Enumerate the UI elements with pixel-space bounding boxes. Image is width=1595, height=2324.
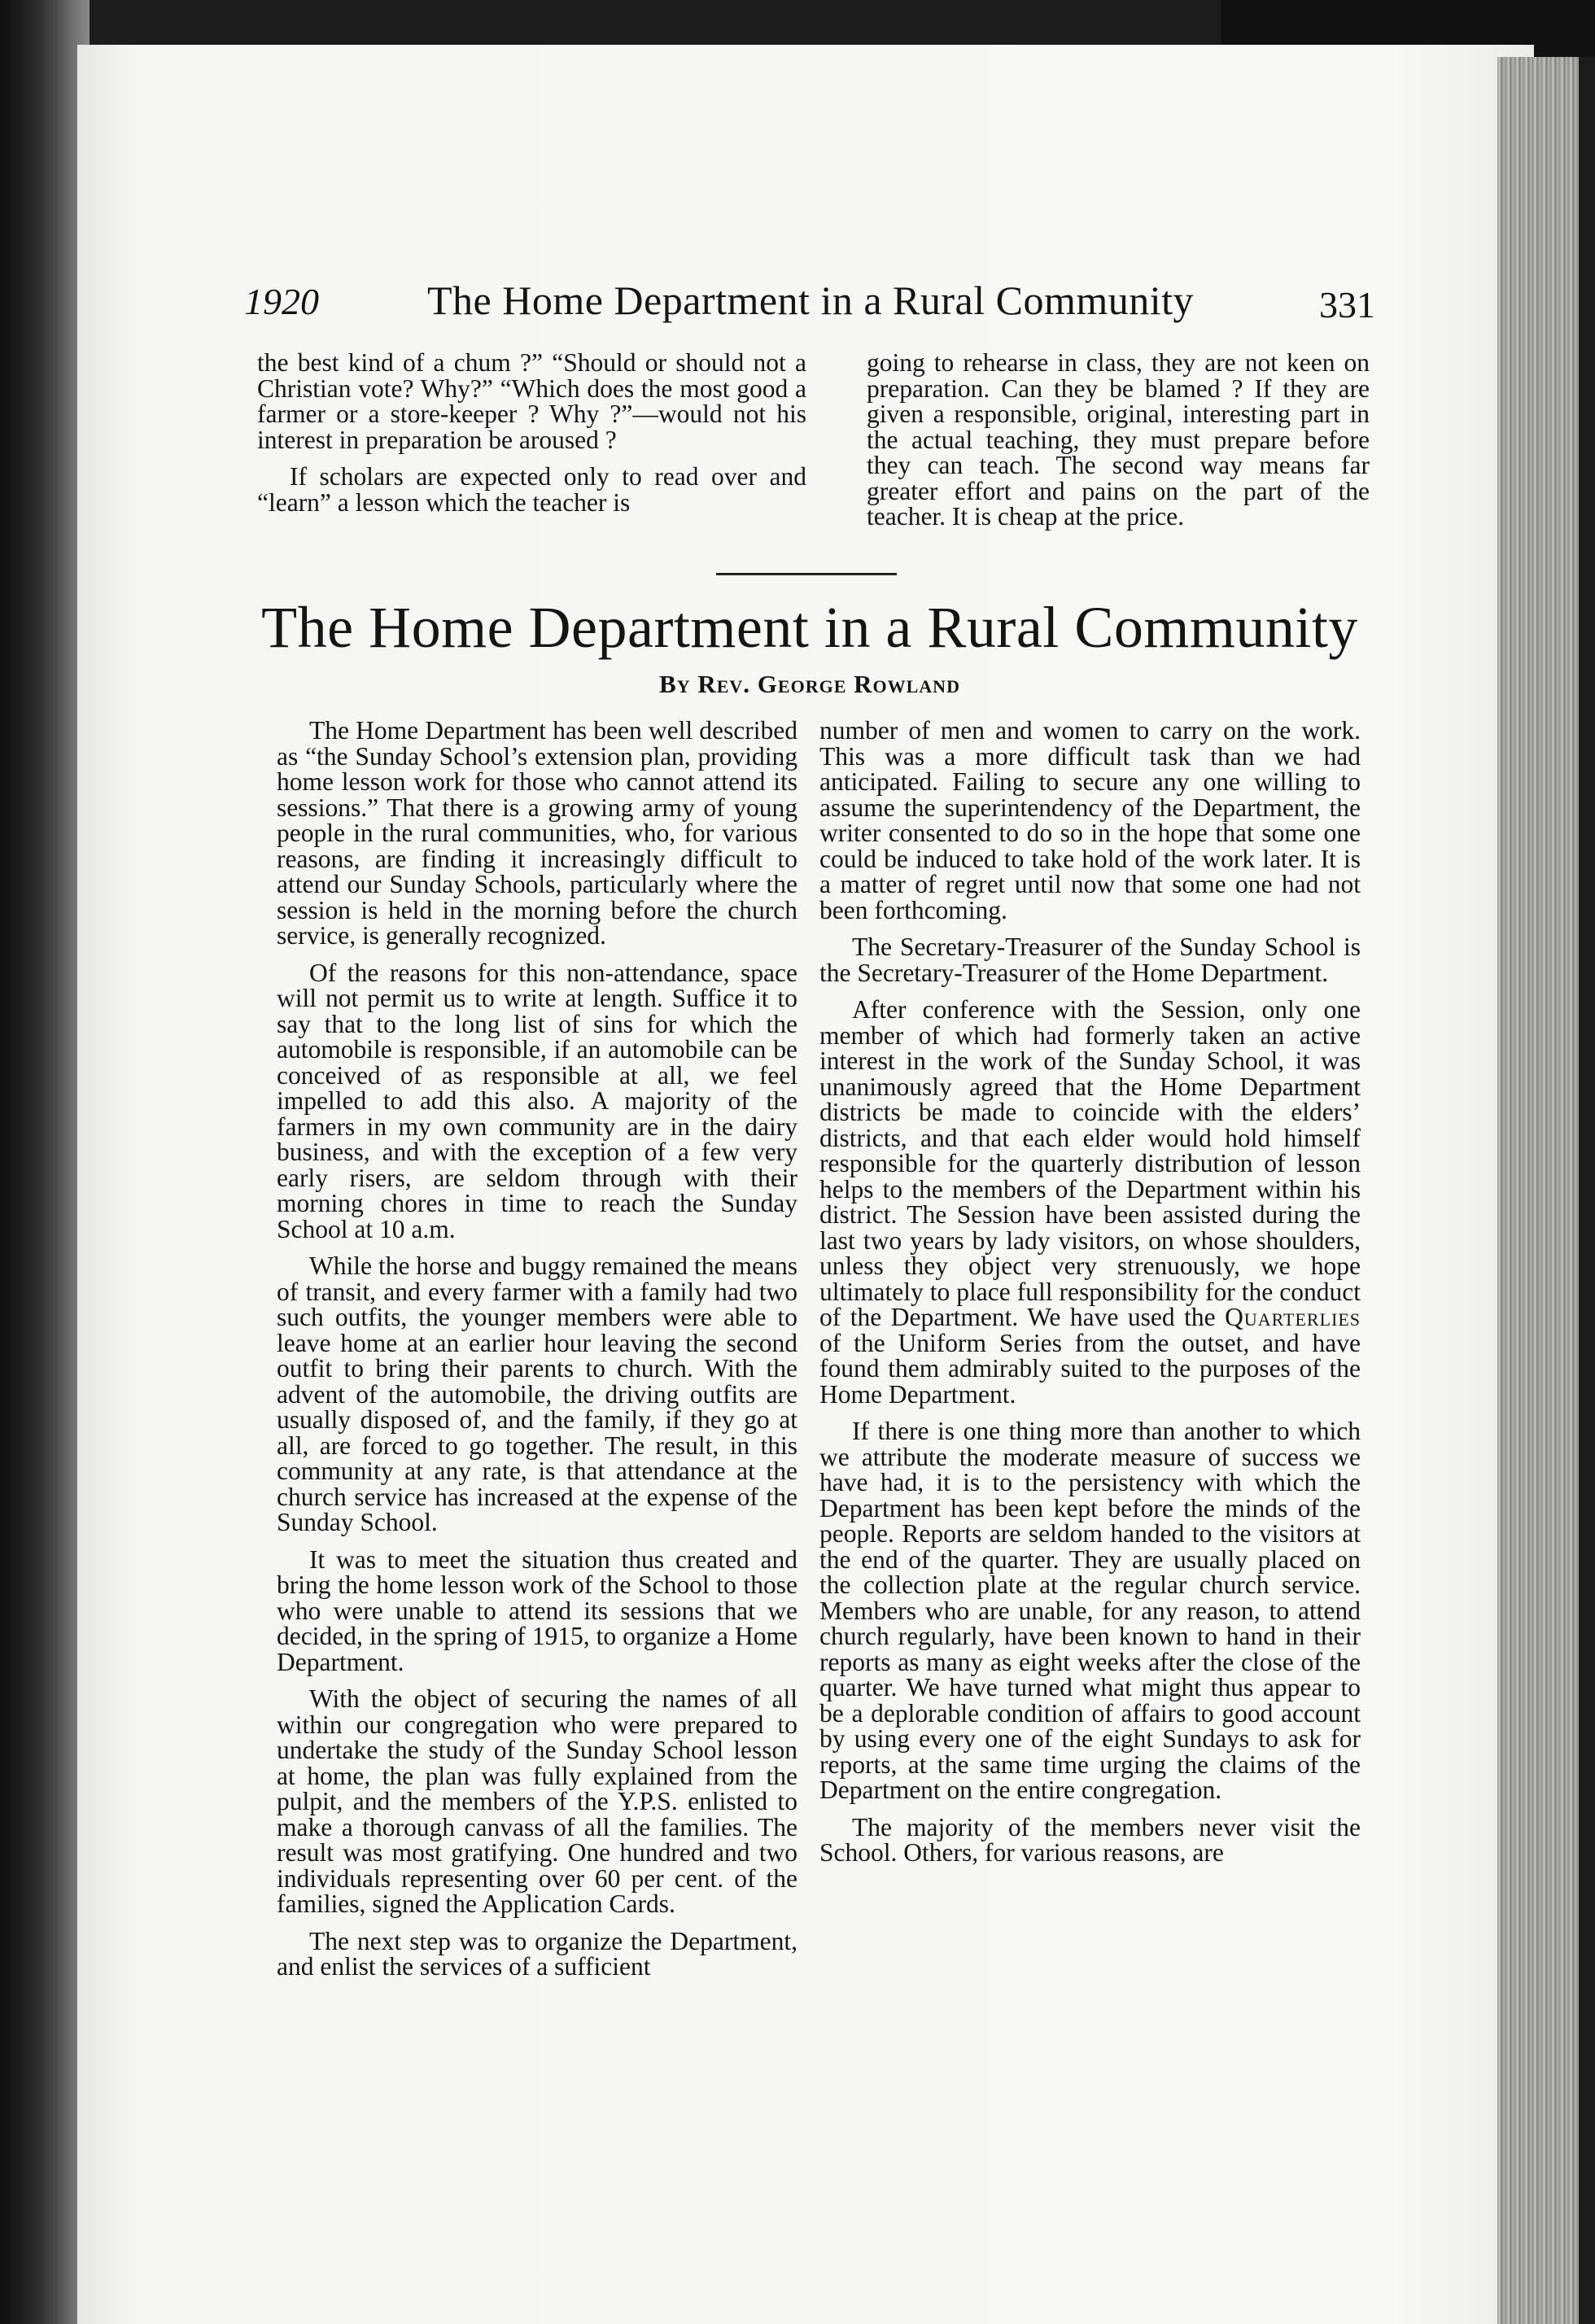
small-caps-term: Quarterlies	[1225, 1303, 1361, 1331]
continued-text-right	[867, 350, 1370, 530]
paragraph: The next step was to organize the Department, and enlist the services of a sufficient	[277, 1926, 798, 1981]
paragraph-with-small-caps	[819, 997, 1361, 1407]
paragraph: The majority of the members never visit the School. Others, for various reasons, are	[819, 1812, 1361, 1867]
page-edges	[1497, 57, 1579, 2324]
continued-text-left	[257, 350, 806, 515]
page-content	[244, 0, 1375, 2324]
byline: By Rev. George Rowland	[659, 670, 960, 698]
article-title: The Home Department in a Rural Community	[261, 595, 1358, 660]
section-divider	[716, 573, 897, 575]
header-title: The Home Department in a Rural Community	[427, 277, 1195, 323]
paragraph: The Secretary-Treasurer of the Sunday School is the Secretary-Treasurer of the Home Department.	[819, 933, 1361, 987]
paragraph: If there is one thing more than another to which we attribute the moderate measure of success we have had, it is to the persistency with which the Department has been kept before the minds of the people. Reports are seldom handed to the visitors at the end of the quarter. They are usually placed on the collection plate at the regular church service. Members who are unable, for any reason, to attend church regularly, have been known to hand in their reports as many as eight weeks after the close of the quarter. We have turned what might thus appear to be a deplorable condition of affairs to good account by using every one of the eight Sundays to ask for reports, at the same time urging the claims of the Department on the entire congregation.	[819, 1417, 1361, 1804]
paragraph: the best kind of a chum ?” “Should or should not a Christian vote? Why?” “Which does the most good a farmer or a store-keeper ? Why ?”—would not his interest in preparation be aroused ?	[257, 348, 806, 454]
paragraph: going to rehearse in class, they are not keen on preparation. Can they be blamed ? If they are given a responsible, original, interesting part in the actual teaching, they must prepare before they can teach. The second way means far greater effort and pains on the part of the teacher. It is cheap at the price.	[867, 348, 1370, 531]
paragraph: The Home Department has been well described as “the Sunday School’s extension plan, providing home lesson work for those who cannot attend its sessions.” That there is a growing army of young people in the rural communities, who, for various reasons, are finding it increasingly difficult to attend our Sunday Schools, particularly where the session is held in the morning before the church service, is generally recognized.	[277, 716, 798, 950]
paragraph: It was to meet the situation thus created and bring the home lesson work of the School to those who were unable to attend its sessions that we decided, in the spring of 1915, to organize a Home Department.	[277, 1544, 798, 1676]
paragraph: With the object of securing the names of all within our congregation who were prepared to undertake the study of the Sunday School lesson at home, the plan was fully explained from the pulpit, and the members of the Y.P.S. enlisted to make a thorough canvass of all the families. The result was most gratifying. One hundred and two individuals representing over 60 per cent. of the families, signed the Application Cards.	[277, 1684, 798, 1918]
running-header	[244, 277, 1375, 334]
book-spine-shadow	[0, 0, 90, 2324]
paragraph: If scholars are expected only to read over and “learn” a lesson which the teacher is	[257, 462, 806, 517]
article-column-left	[277, 718, 798, 1980]
article-column-right	[819, 718, 1361, 1866]
page-number: 331	[1319, 284, 1375, 325]
paragraph-text: of the Uniform Series from the outset, and have found them admirably suited to the purposes of the Home Department.	[819, 1328, 1361, 1409]
paragraph: Of the reasons for this non-attendance, space will not permit us to write at length. Suffice it to say that to the long list of sins for which the automobile is responsible, if an automobile can be conceived of as responsible at all, we feel impelled to add this also. A majority of the farmers in my own community are in the dairy business, and with the exception of a few very early risers, are seldom through with their morning chores in time to reach the Sunday School at 10 a.m.	[277, 958, 798, 1243]
paragraph: number of men and women to carry on the work. This was a more difficult task than we had anticipated. Failing to secure any one willing to assume the superintendency of the Department, the writer consented to do so in the hope that some one could be induced to take hold of the work later. It is a matter of regret until now that some one had not been forthcoming.	[819, 716, 1361, 924]
header-year: 1920	[244, 281, 319, 322]
paragraph-text: After conference with the Session, only one member of which had formerly taken an active interest in the work of the Sunday School, it was unanimously agreed that the Home Department districts be made to coincide with the elders’ districts, and that each elder would hold himself responsible for the quarterly distribution of lesson helps to the members of the Department within his district. The Session have been assisted during the last two years by lady visitors, on whose shoulders, unless they object very strenuously, we hope ultimately to place full responsibility for the conduct of the Department. We have used the	[819, 995, 1361, 1331]
paragraph: While the horse and buggy remained the means of transit, and every farmer with a family had two such outfits, the younger members were able to leave home at an earlier hour leaving the second outfit to bring their parents to church. With the advent of the automobile, the driving outfits are usually disposed of, and the family, if they go at all, are forced to go together. The result, in this community at any rate, is that attendance at the church service has increased at the expense of the Sunday School.	[277, 1252, 798, 1536]
